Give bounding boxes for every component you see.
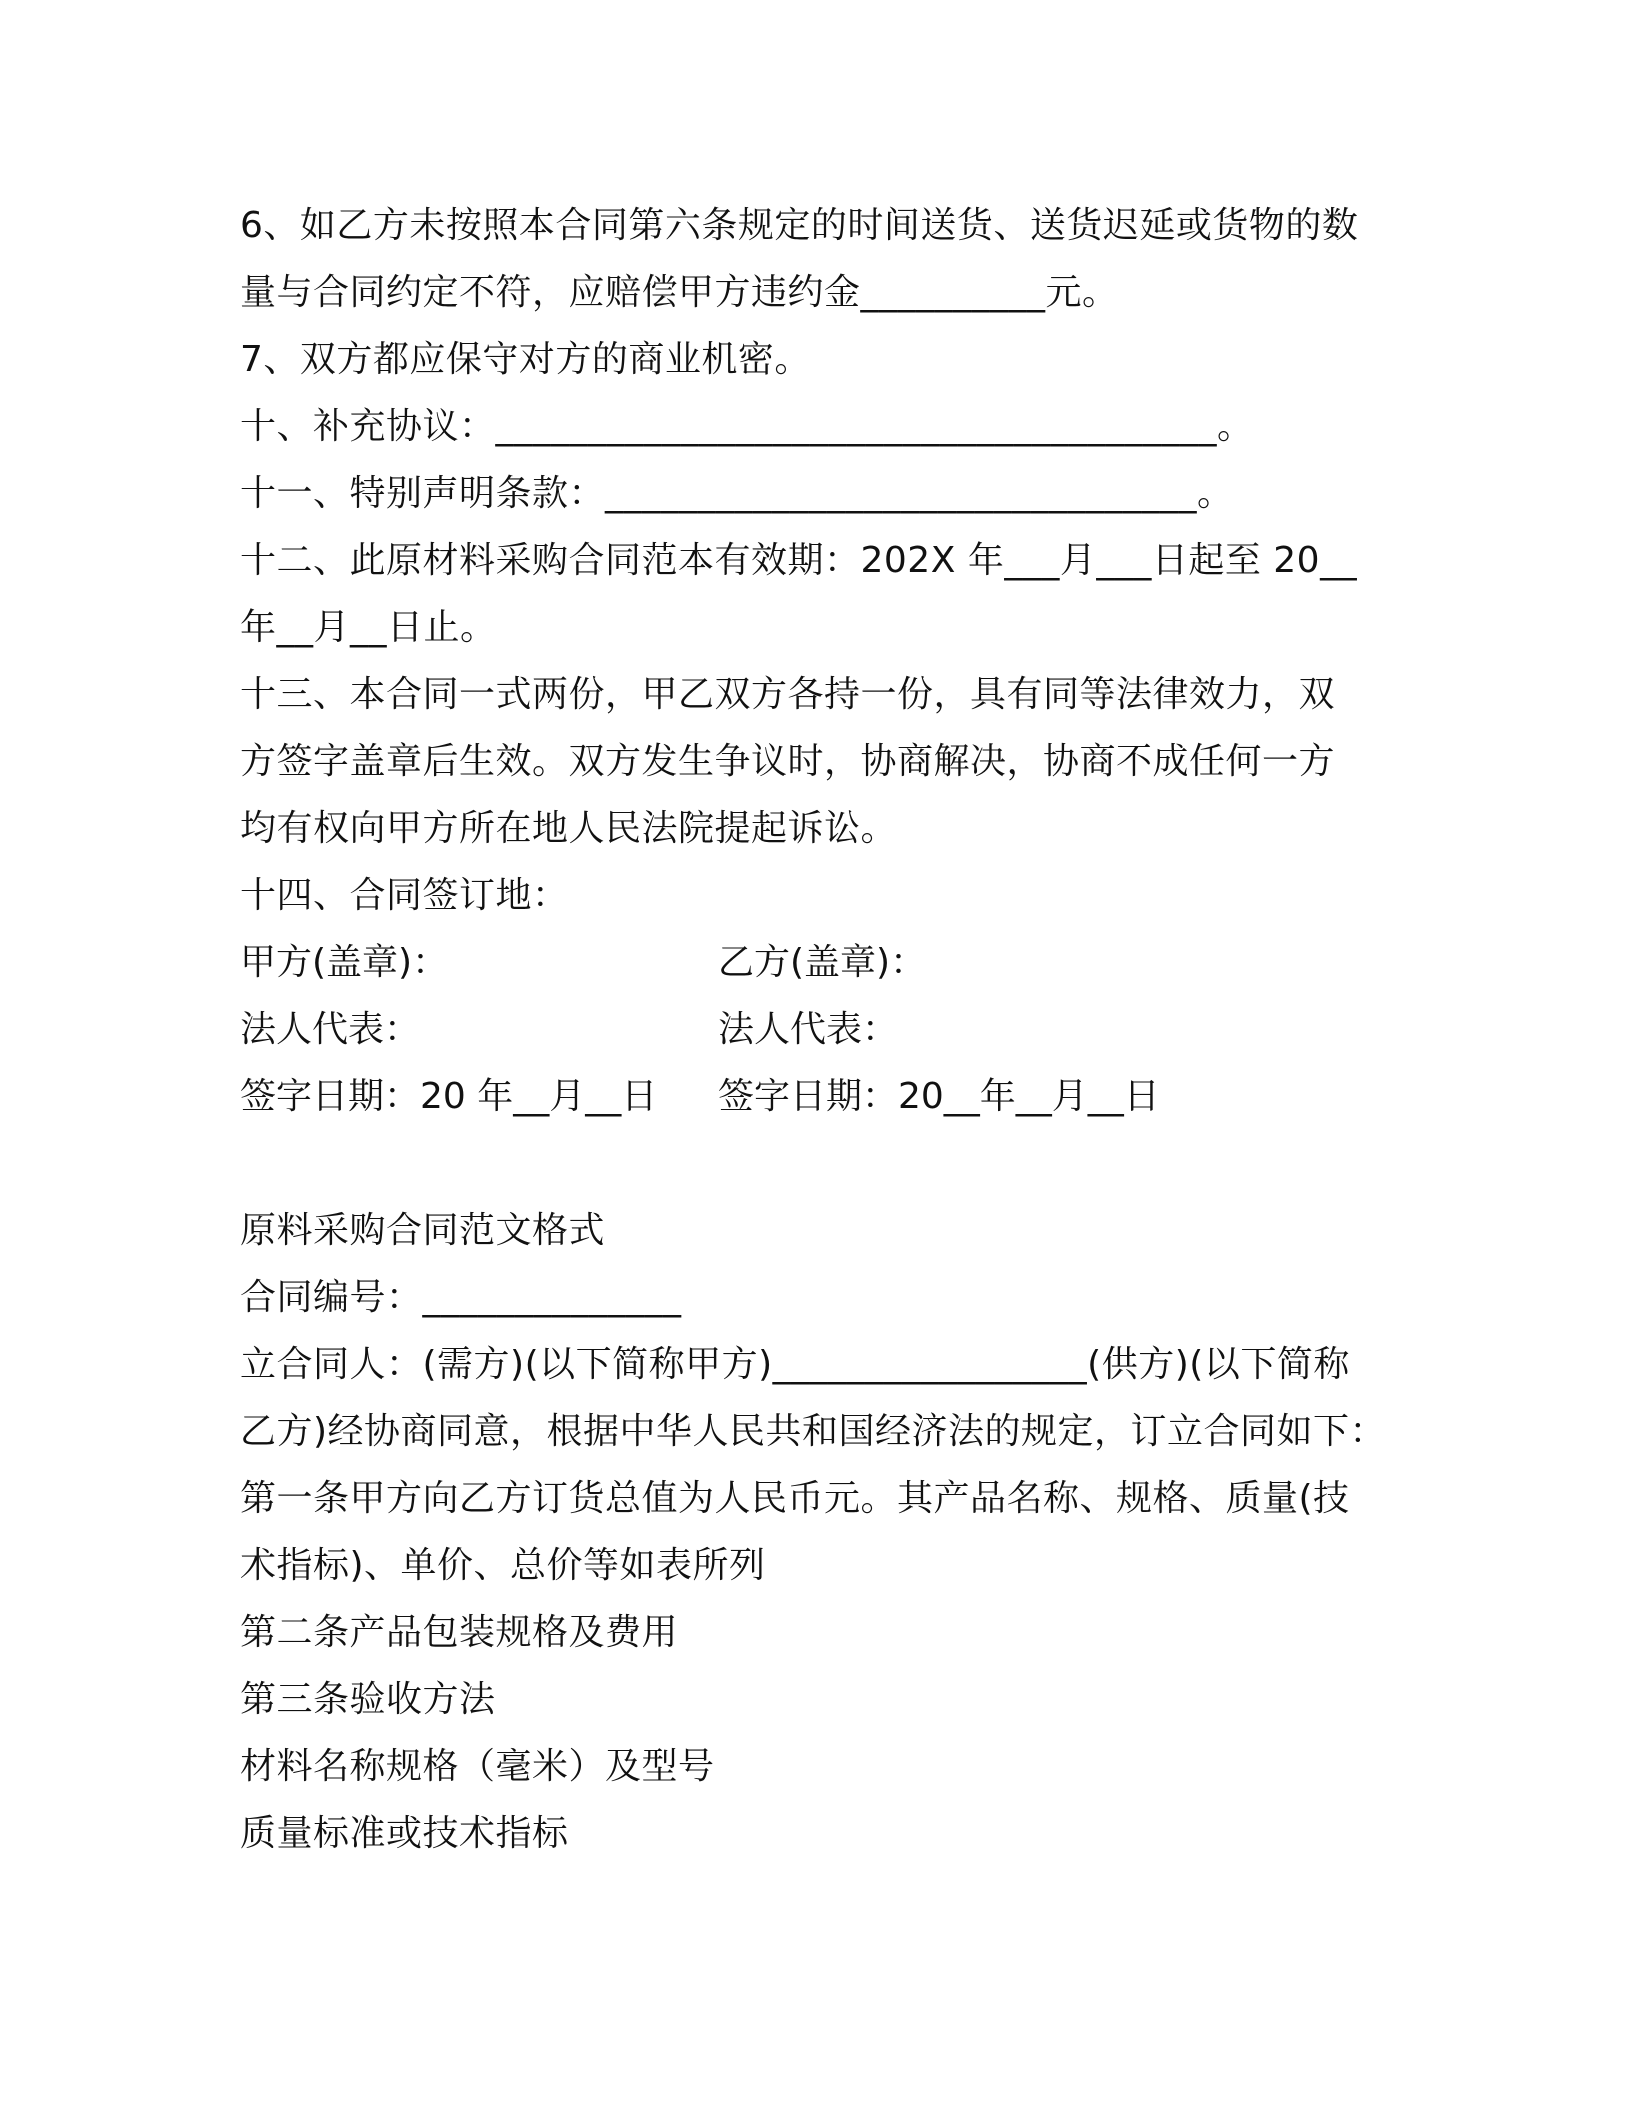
- parties-line-2: 乙方)经协商同意，根据中华人民共和国经济法的规定，订立合同如下：: [240, 1411, 1387, 1452]
- section-gap: [240, 1130, 1410, 1197]
- signature-block: [240, 929, 1410, 1130]
- article-2: 第二条产品包装规格及费用: [240, 1612, 679, 1653]
- signature-row-legal-rep: [240, 996, 1410, 1063]
- copies-line-3: 均有权向甲方所在地人民法院提起诉讼。: [240, 808, 898, 849]
- copies-line-1: 十三、本合同一式两份，甲乙双方各持一份，具有同等法律效力，双: [240, 674, 1336, 715]
- parties-line-1: 立合同人：(需方)(以下简称甲方)_________________(供方)(以下简称: [240, 1344, 1350, 1385]
- copies-line-2: 方签字盖章后生效。双方发生争议时，协商解决，协商不成任何一方: [240, 741, 1336, 782]
- template-section: [240, 1197, 1410, 1867]
- party-b-sign-date: 签字日期：20__年__月__日: [718, 1076, 1160, 1117]
- signature-row-seal: [240, 929, 1410, 996]
- party-a-legal-rep: 法人代表：: [240, 1009, 421, 1050]
- clause-6-line-2: 量与合同约定不符，应赔偿甲方违约金__________元。: [240, 272, 1119, 313]
- validity-line-1: 十二、此原材料采购合同范本有效期：202X 年___月___日起至 20__: [240, 540, 1358, 581]
- special-statement: 十一、特别声明条款：________________________________。: [240, 473, 1234, 514]
- clause-6-line-1: 6、如乙方未按照本合同第六条规定的时间送货、送货迟延或货物的数: [240, 205, 1359, 246]
- signing-place: 十四、合同签订地：: [240, 875, 569, 916]
- supplementary-agreement: 十、补充协议：_______________________________________。: [240, 406, 1254, 447]
- material-spec: 材料名称规格（毫米）及型号: [240, 1746, 715, 1787]
- quality-standard: 质量标准或技术指标: [240, 1813, 569, 1854]
- contract-clauses: [240, 192, 1410, 929]
- article-1-line-1: 第一条甲方向乙方订货总值为人民币元。其产品名称、规格、质量(技: [240, 1478, 1350, 1519]
- party-b-seal: 乙方(盖章)：: [718, 942, 927, 983]
- document-page: [240, 192, 1410, 1867]
- template-heading: 原料采购合同范文格式: [240, 1210, 606, 1251]
- article-1-line-2: 术指标)、单价、总价等如表所列: [240, 1545, 766, 1586]
- clause-7: 7、双方都应保守对方的商业机密。: [240, 339, 811, 380]
- validity-line-2: 年__月__日止。: [240, 607, 497, 648]
- party-a-seal: 甲方(盖章)：: [240, 942, 449, 983]
- party-a-sign-date: 签字日期：20 年__月__日: [240, 1076, 658, 1117]
- contract-number: 合同编号：______________: [240, 1277, 682, 1318]
- signature-row-date: [240, 1063, 1410, 1130]
- party-b-legal-rep: 法人代表：: [718, 1009, 899, 1050]
- article-3: 第三条验收方法: [240, 1679, 496, 1720]
